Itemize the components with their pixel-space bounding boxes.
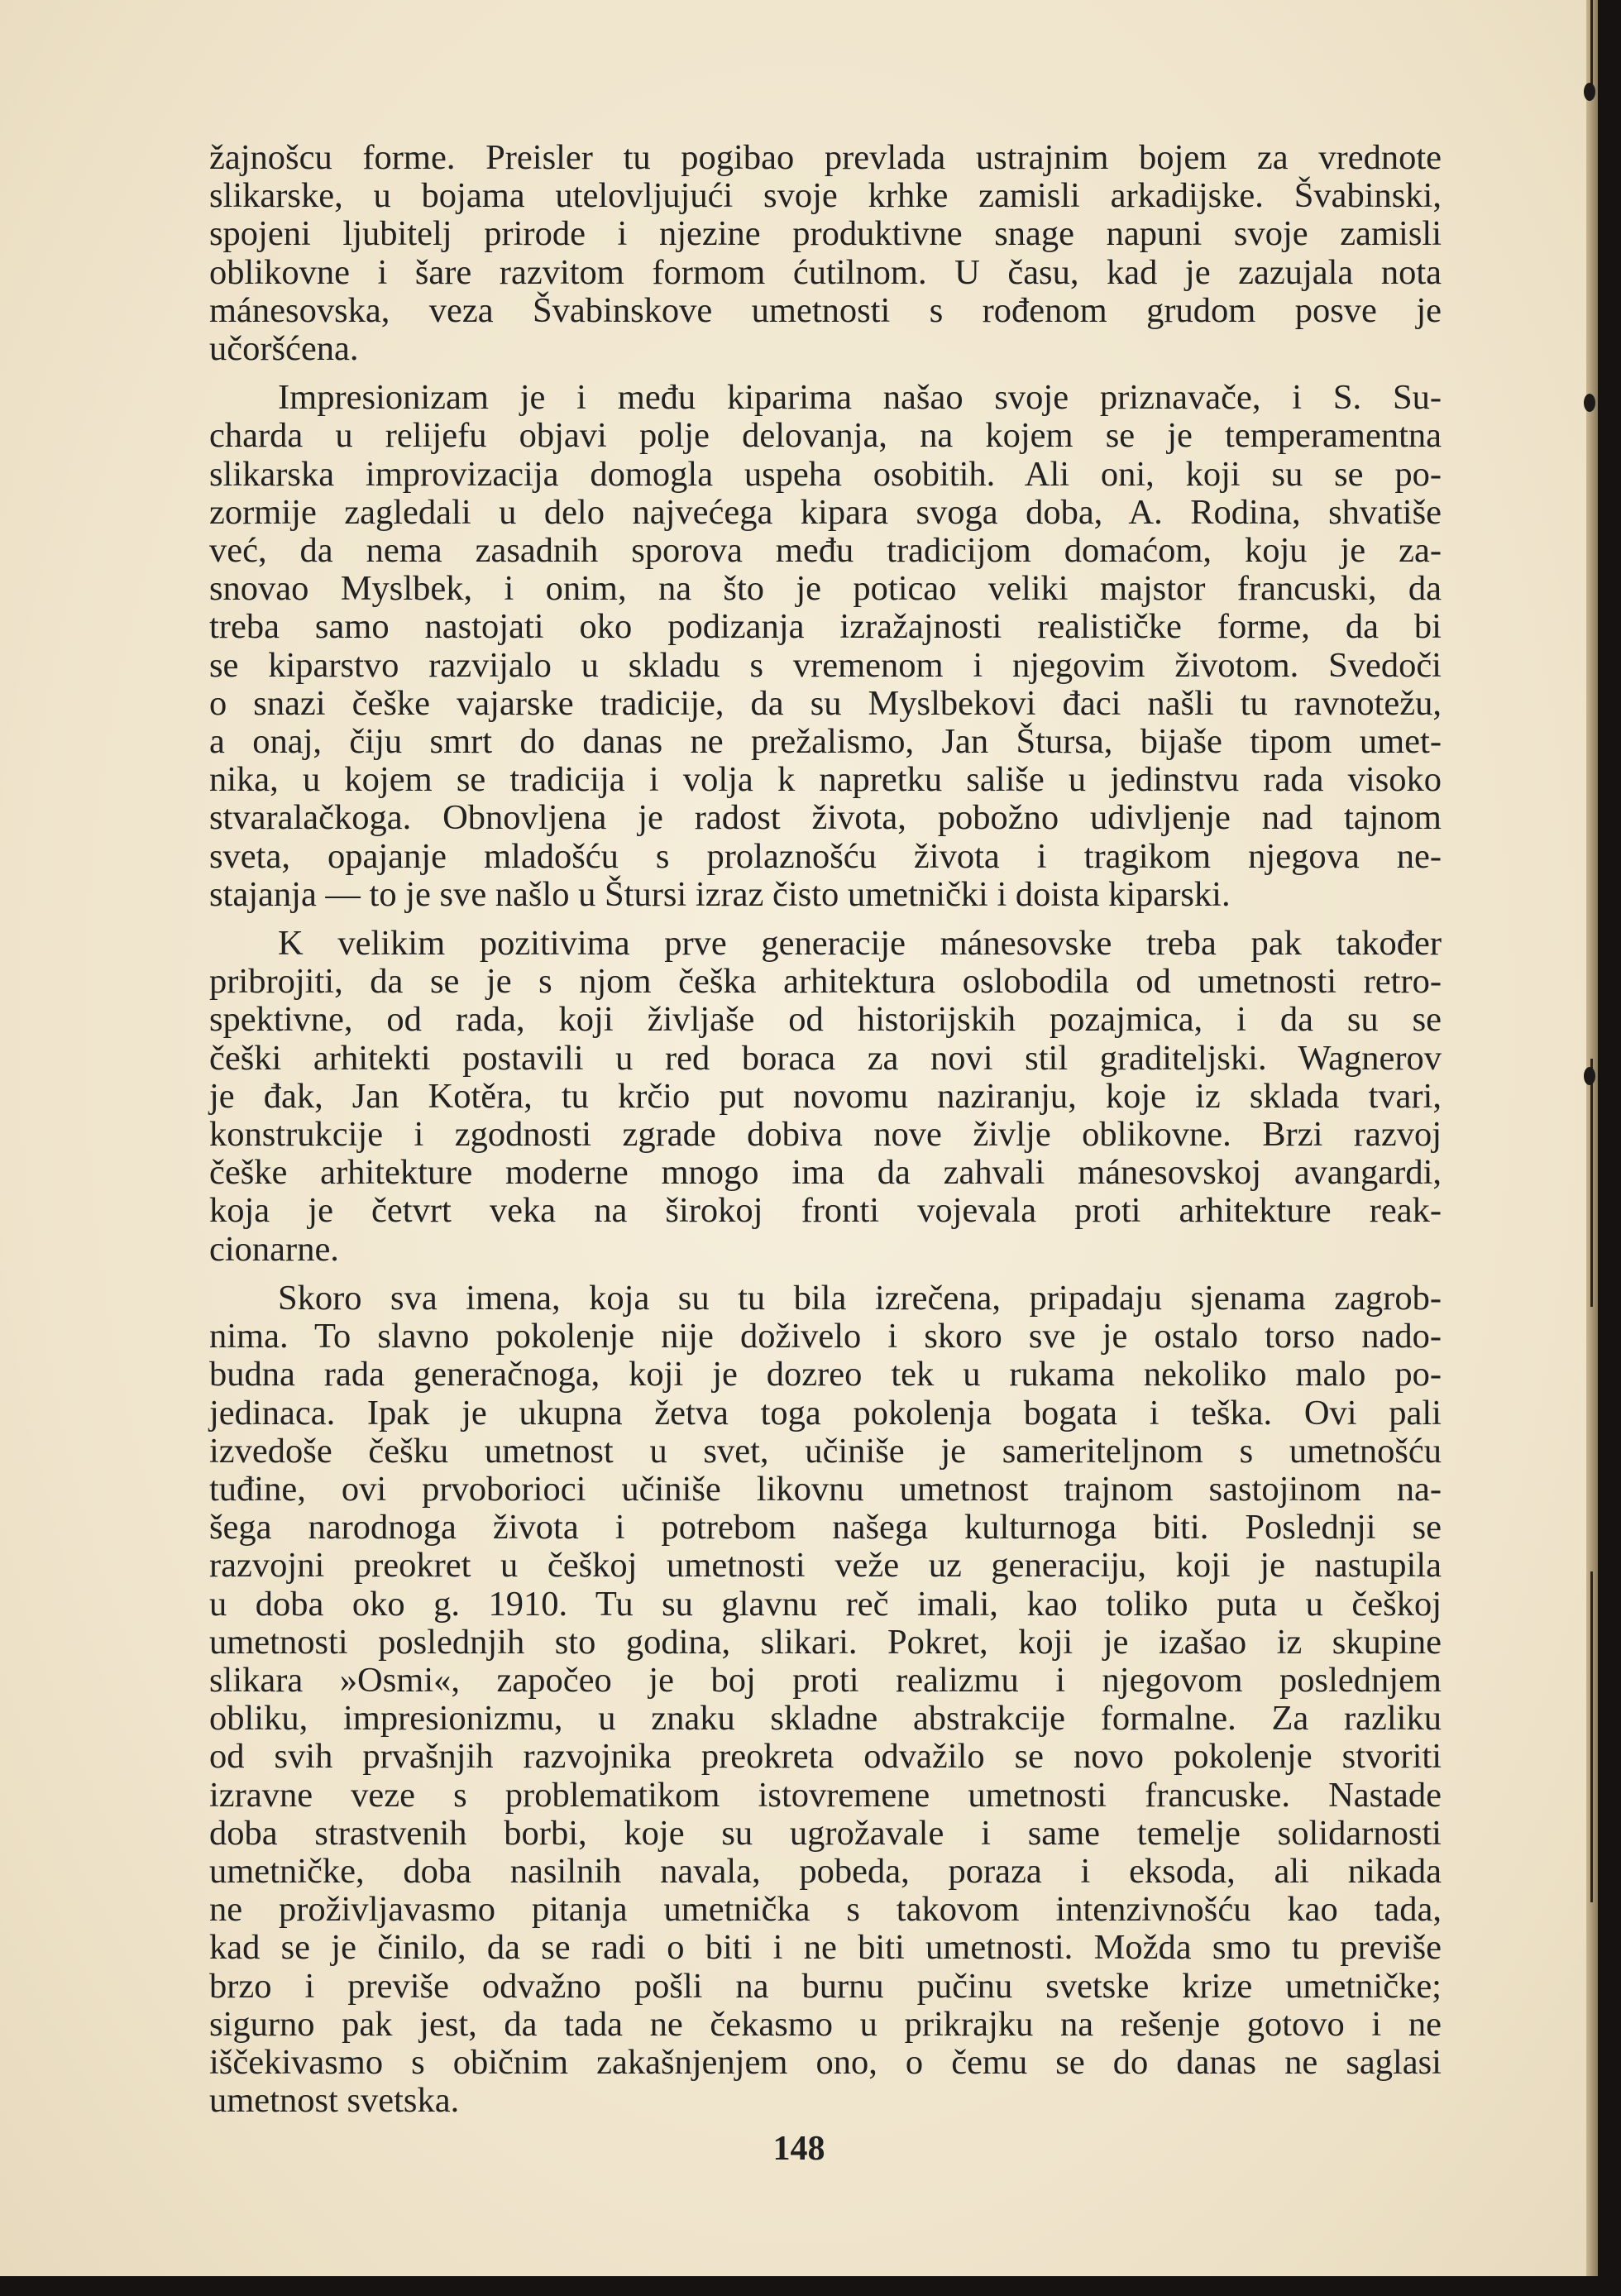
text-line: budna rada generačnoga, koji je dozreo tek u rukama nekoliko malo po- [209, 1355, 1442, 1394]
text-line: nima. To slavno pokolenje nije doživelo i skoro sve je ostalo torso nado- [209, 1317, 1442, 1356]
scan-border-right [1598, 0, 1621, 2296]
text-line: oblikovne i šare razvitom formom ćutilnom. U času, kad je zazujala nota [209, 252, 1442, 292]
text-line: već, da nema zasadnih sporova među tradicijom domaćom, koju je za- [209, 531, 1442, 571]
text-line: šega narodnoga života i potrebom našega kulturnoga biti. Poslednji se [209, 1508, 1442, 1547]
text-line: tuđine, ovi prvoborioci učiniše likovnu umetnost trajnom sastojinom na- [209, 1469, 1442, 1509]
binding-mark [1590, 1571, 1593, 1902]
text-line: stajanja — to je sve našlo u Štursi izraz čisto umetnički i doista kiparski. [209, 874, 1231, 914]
text-line: pribrojiti, da se je s njom češka arhitektura oslobodila od umetnosti retro- [209, 962, 1442, 1002]
text-line: slikarska improvizacija domogla uspeha osobitih. Ali oni, koji su se po- [209, 454, 1442, 494]
text-line: stvaralačkoga. Obnovljena je radost života, pobožno udivljenje nad tajnom [209, 798, 1442, 838]
text-line: spektivne, od rada, koji življaše od historijskih pozajmica, i da su se [209, 1000, 1442, 1040]
text-line: od svih prvašnjih razvojnika preokreta odvažilo se novo pokolenje stvoriti [209, 1737, 1442, 1777]
text-line: zormije zagledali u delo najvećega kipara svoga doba, A. Rodina, shvatiše [209, 492, 1442, 532]
text-line: treba samo nastojati oko podizanja izražajnosti realističke forme, da bi [209, 607, 1442, 647]
text-line: mánesovska, veza Švabinskove umetnosti s rođenom grudom posve je [209, 290, 1442, 330]
text-line: češki arhitekti postavili u red boraca za novi stil graditeljski. Wagnerov [209, 1038, 1442, 1078]
binding-mark [1584, 1067, 1595, 1085]
text-line: konstrukcije i zgodnosti zgrade dobiva nove življe oblikovne. Brzi razvoj [209, 1115, 1442, 1155]
paragraph [209, 1280, 1442, 2120]
text-line: jedinaca. Ipak je ukupna žetva toga pokolenja bogata i teška. Ovi pali [209, 1393, 1442, 1433]
text-line: obliku, impresionizmu, u znaku skladne abstrakcije formalne. Za razliku [209, 1699, 1442, 1739]
scan-border-bottom [0, 2276, 1621, 2296]
text-line: se kiparstvo razvijalo u skladu s vremenom i njegovim životom. Svedoči [209, 645, 1442, 685]
binding-mark [1590, 0, 1593, 91]
paragraph [209, 379, 1442, 914]
text-line: razvojni preokret u češkoj umetnosti veže uz generaciju, koji je nastupila [209, 1546, 1442, 1586]
text-line: kad se je činilo, da se radi o biti i ne biti umetnosti. Možda smo tu previše [209, 1928, 1442, 1968]
text-line: a onaj, čiju smrt do danas ne prežalismo, Jan Štursa, bijaše tipom umet- [209, 722, 1442, 762]
body-text [209, 139, 1442, 2120]
text-line: izravne veze s problematikom istovremene umetnosti francuske. Nastade [209, 1775, 1442, 1815]
text-line: slikarske, u bojama utelovljujući svoje krhke zamisli arkadijske. Švabinski, [209, 176, 1442, 216]
text-line: umetničke, doba nasilnih navala, pobeda, poraza i eksoda, ali nikada [209, 1851, 1442, 1891]
text-line: sveta, opajanje mladošću s prolaznošću života i tragikom njegova ne- [209, 836, 1442, 876]
binding-mark [1584, 83, 1595, 101]
text-line: umetnosti poslednjih sto godina, slikari. Pokret, koji je izašao iz skupine [209, 1622, 1442, 1662]
paragraph [209, 925, 1442, 1269]
text-line: doba strastvenih borbi, koje su ugrožavale i same temelje solidarnosti [209, 1813, 1442, 1853]
text-line: žajnošcu forme. Preisler tu pogibao prevlada ustrajnim bojem za vrednote [209, 138, 1442, 177]
text-line: učoršćena. [209, 329, 359, 369]
text-line: K velikim pozitivima prve generacije mánesovske treba pak također [278, 924, 1442, 964]
binding-mark [1584, 394, 1595, 412]
text-line: nika, u kojem se tradicija i volja k napretku sališe u jedinstvu rada visoko [209, 760, 1442, 800]
text-line: Impresionizam je i među kiparima našao svoje priznavače, i S. Su- [278, 378, 1442, 418]
text-line: iščekivasmo s običnim zakašnjenjem ono, o čemu se do danas ne saglasi [209, 2042, 1442, 2082]
text-line: umetnost svetska. [209, 2081, 460, 2121]
text-line: u doba oko g. 1910. Tu su glavnu reč imali, kao toliko puta u češkoj [209, 1584, 1442, 1624]
text-line: Skoro sva imena, koja su tu bila izrečena, pripadaju sjenama zagrob- [278, 1278, 1442, 1318]
text-line: koja je četvrt veka na širokoj fronti vojevala proti arhitekture reak- [209, 1191, 1442, 1231]
text-line: charda u relijefu objavi polje delovanja, na kojem se je temperamentna [209, 416, 1442, 456]
text-line: slikara »Osmi«, započeo je boj proti realizmu i njegovom poslednjem [209, 1660, 1442, 1700]
binding-mark [1590, 1059, 1593, 1307]
text-line: češke arhitekture moderne mnogo ima da zahvali mánesovskoj avangardi, [209, 1153, 1442, 1193]
text-line: je đak, Jan Kotěra, tu krčio put novomu naziranju, koje iz sklada tvari, [209, 1076, 1442, 1116]
page-number: 148 [772, 2130, 825, 2168]
text-line: izvedoše češku umetnost u svet, učiniše je sameriteljnom s umetnošću [209, 1431, 1442, 1471]
text-line: spojeni ljubitelj prirode i njezine produktivne snage napuni svoje zamisli [209, 214, 1442, 254]
text-line: sigurno pak jest, da tada ne čekasmo u prikrajku na rešenje gotovo i ne [209, 2004, 1442, 2044]
text-line: cionarne. [209, 1229, 339, 1269]
text-line: o snazi češke vajarske tradicije, da su Myslbekovi đaci našli tu ravnotežu, [209, 683, 1442, 723]
text-line: snovao Myslbek, i onim, na što je poticao veliki majstor francuski, da [209, 569, 1442, 609]
text-line: ne proživljavasmo pitanja umetnička s takovom intenzivnošću kao tada, [209, 1890, 1442, 1930]
paragraph [209, 139, 1442, 368]
text-line: brzo i previše odvažno pošli na burnu pučinu svetske krize umetničke; [209, 1966, 1442, 2006]
